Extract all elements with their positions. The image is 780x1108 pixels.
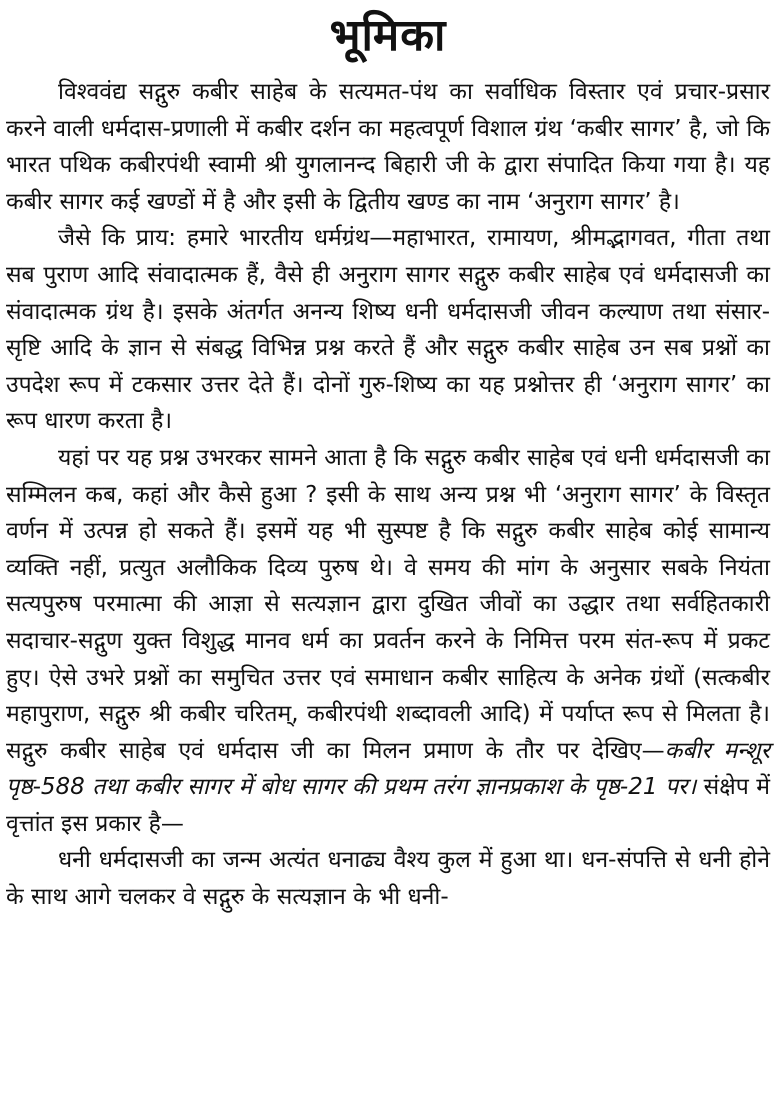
- paragraph-2: [6, 220, 770, 440]
- paragraph-3-text: यहां पर यह प्रश्न उभरकर सामने आता है कि सद्गुरु कबीर साहेब एवं धनी धर्मदासजी का सम्मिलन कब, कहां और कैसे हुआ ? इसी के साथ अन्य प्रश्न भी ‘अनुराग सागर’ के विस्तृत वर्णन में उत्पन्न हो सकते हैं। इसमें यह भी सुस्पष्ट है कि सद्गुरु कबीर साहेब कोई सामान्य व्यक्ति नहीं, प्रत्युत अलौकिक दिव्य पुरुष थे। वे समय की मांग के अनुसार सबके नियंता सत्यपुरुष परमात्मा की आज्ञा से सत्यज्ञान द्वारा दुखित जीवों का उद्धार तथा सर्वहितकारी सदाचार-सद्गुण युक्त विशुद्ध मानव धर्म का प्रवर्तन करने के निमित्त परम संत-रूप में प्रकट हुए। ऐसे उभरे प्रश्नों का समुचित उत्तर एवं समाधान कबीर साहित्य के अनेक ग्रंथों (सत्कबीर महापुराण, सद्गुरु श्री कबीर चरितम्, कबीरपंथी शब्दावली आदि) में पर्याप्त रूप से मिलता है। सद्गुरु कबीर साहेब एवं धर्मदास जी का मिलन प्रमाण के तौर पर देखिए—: [6, 444, 770, 764]
- paragraph-1-text: विश्ववंद्य सद्गुरु कबीर साहेब के सत्यमत-पंथ का सर्वाधिक विस्तार एवं प्रचार-प्रसार करने वाली धर्मदास-प्रणाली में कबीर दर्शन का महत्वपूर्ण विशाल ग्रंथ ‘कबीर सागर’ है, जो कि भारत पथिक कबीरपंथी स्वामी श्री युगलानन्द बिहारी जी के द्वारा संपादित किया गया है। यह कबीर सागर कई खण्डों में है और इसी के द्वितीय खण्ड का नाम ‘अनुराग सागर’ है।: [6, 79, 770, 215]
- paragraph-1: [6, 74, 770, 220]
- page-title: भूमिका: [329, 10, 447, 61]
- paragraph-4: [6, 842, 770, 915]
- paragraph-3: [6, 440, 770, 843]
- reference-citation: कबीर मन्शूर पृष्ठ-588 तथा कबीर सागर में बोध सागर की प्रथम तरंग ज्ञानप्रकाश के पृष्ठ-21 पर।: [6, 737, 770, 801]
- paragraph-2-text: जैसे कि प्राय: हमारे भारतीय धर्मग्रंथ—महाभारत, रामायण, श्रीमद्भागवत, गीता तथा सब पुराण आदि संवादात्मक हैं, वैसे ही अनुराग सागर सद्गुरु कबीर साहेब एवं धर्मदासजी का संवादात्मक ग्रंथ है। इसके अंतर्गत अनन्य शिष्य धनी धर्मदासजी जीवन कल्याण तथा संसार-सृष्टि आदि के ज्ञान से संबद्ध विभिन्न प्रश्न करते हैं और सद्गुरु कबीर साहेब उन सब प्रश्नों का उपदेश रूप में टकसार उत्तर देते हैं। दोनों गुरु-शिष्य का यह प्रश्नोत्तर ही ‘अनुराग सागर’ का रूप धारण करता है।: [6, 225, 770, 435]
- paragraph-3-closing: संक्षेप में वृत्तांत इस प्रकार है—: [6, 774, 770, 837]
- paragraph-4-text: धनी धर्मदासजी का जन्म अत्यंत धनाढ्य वैश्य कुल में हुआ था। धन-संपत्ति से धनी होने के साथ आगे चलकर वे सद्गुरु के सत्यज्ञान के भी धनी-: [6, 847, 770, 911]
